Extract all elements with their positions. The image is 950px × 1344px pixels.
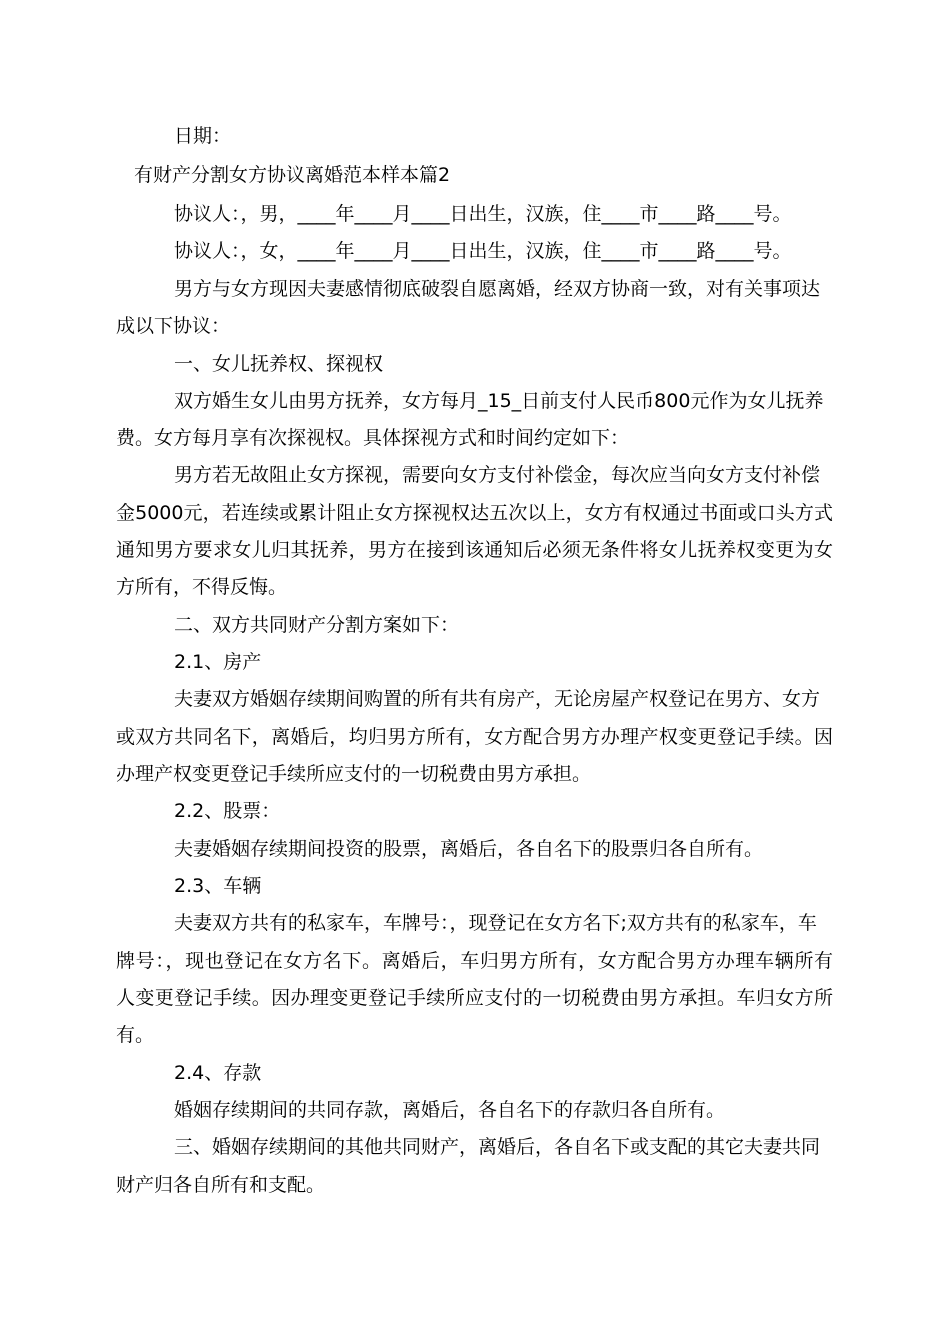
vehicle-paragraph-line: 有。 bbox=[116, 1024, 155, 1046]
section-heading: 三、婚姻存续期间的其他共同财产，离婚后，各自名下或支配的其它夫妻共同 bbox=[174, 1136, 821, 1158]
vehicle-paragraph-line: 夫妻双方共有的私家车，车牌号：，现登记在女方名下;双方共有的私家车，车 bbox=[174, 912, 817, 934]
section-heading: 二、双方共同财产分割方案如下： bbox=[174, 614, 460, 636]
party-female-line: 协议人：，女，____年____月____日出生，汉族，住____市____路____号。 bbox=[174, 240, 792, 262]
vehicle-paragraph-line: 人变更登记手续。因办理变更登记手续所应支付的一切税费由男方承担。车归女方所 bbox=[116, 987, 833, 1009]
custody-paragraph-line: 双方婚生女儿由男方抚养，女方每月_15_日前支付人民币800元作为女儿抚养 bbox=[174, 390, 824, 412]
property-paragraph-line: 夫妻双方婚姻存续期间购置的所有共有房产，无论房屋产权登记在男方、女方 bbox=[174, 688, 821, 710]
other-property-paragraph-line: 财产归各自所有和支配。 bbox=[116, 1174, 326, 1196]
compensation-paragraph-line: 通知男方要求女儿归其抚养，男方在接到该通知后必须无条件将女儿抚养权变更为女 bbox=[116, 539, 833, 561]
intro-paragraph-line: 男方与女方现因夫妻感情彻底破裂自愿离婚，经双方协商一致，对有关事项达 bbox=[174, 278, 821, 300]
stocks-paragraph-line: 夫妻婚姻存续期间投资的股票，离婚后，各自名下的股票归各自所有。 bbox=[174, 838, 764, 860]
compensation-paragraph-line: 金5000元，若连续或累计阻止女方探视权达五次以上，女方有权通过书面或口头方式 bbox=[116, 502, 833, 524]
document-title: 有财产分割女方协议离婚范本样本篇2 bbox=[134, 164, 451, 186]
custody-paragraph-line: 费。女方每月享有次探视权。具体探视方式和时间约定如下： bbox=[116, 427, 630, 449]
property-paragraph-line: 或双方共同名下，离婚后，均归男方所有，女方配合男方办理产权变更登记手续。因 bbox=[116, 726, 833, 748]
savings-paragraph-line: 婚姻存续期间的共同存款，离婚后，各自名下的存款归各自所有。 bbox=[174, 1099, 726, 1121]
section-heading: 一、女儿抚养权、探视权 bbox=[174, 353, 384, 375]
subsection-heading: 2.2、股票： bbox=[174, 800, 281, 822]
property-paragraph-line: 办理产权变更登记手续所应支付的一切税费由男方承担。 bbox=[116, 763, 592, 785]
vehicle-paragraph-line: 牌号：，现也登记在女方名下。离婚后，车归男方所有，女方配合男方办理车辆所有 bbox=[116, 950, 833, 972]
subsection-heading: 2.4、存款 bbox=[174, 1062, 262, 1084]
subsection-heading: 2.1、房产 bbox=[174, 651, 262, 673]
subsection-heading: 2.3、车辆 bbox=[174, 875, 262, 897]
party-male-line: 协议人：，男，____年____月____日出生，汉族，住____市____路____号。 bbox=[174, 203, 792, 225]
intro-paragraph-line: 成以下协议： bbox=[116, 315, 231, 337]
compensation-paragraph-line: 男方若无故阻止女方探视，需要向女方支付补偿金，每次应当向女方支付补偿 bbox=[174, 464, 821, 486]
compensation-paragraph-line: 方所有，不得反悔。 bbox=[116, 576, 288, 598]
date-label: 日期： bbox=[174, 125, 232, 147]
